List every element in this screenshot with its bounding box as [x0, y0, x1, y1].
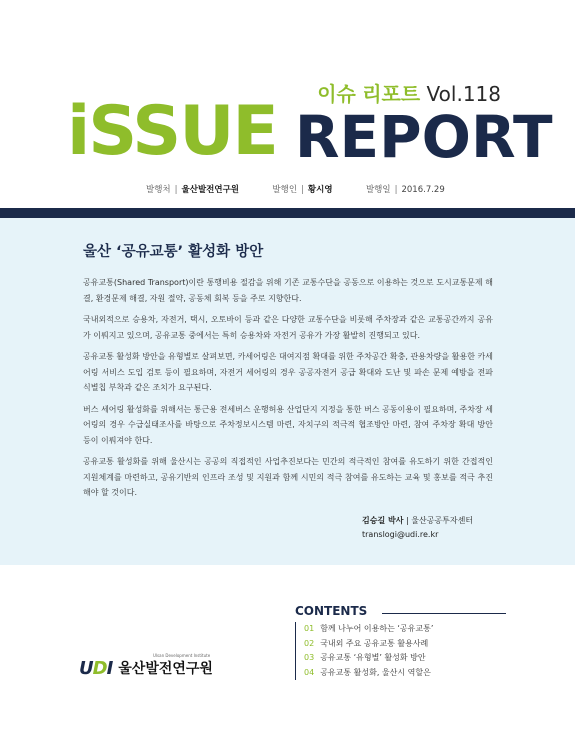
summary-paragraph: 국내외적으로 승용차, 자전거, 택시, 오토바이 등과 같은 다양한 교통수단을 비롯해 주차장과 같은 교통공간까지 공유가 이뤄지고 있으며, 공유교통 중에서는 특히 승용차와 자전거 공유가 가장 활발히 진행되고 있다. [83, 315, 493, 340]
author-email[interactable]: translogi@udi.re.kr [362, 530, 439, 539]
series-volume: Vol.118 [426, 82, 501, 106]
contents-list [295, 622, 505, 680]
institute-name-en: Ulsan Development Institute [153, 653, 211, 658]
udi-logo-icon: UDI [79, 658, 113, 679]
header-divider-bar [0, 208, 575, 218]
summary-body [83, 275, 493, 507]
contents-box [295, 604, 505, 680]
issuer-value: 황시영 [307, 185, 333, 195]
summary-paragraph: 공유교통 활성화를 위해 울산시는 공공의 직접적인 사업추진보다는 민간의 적극적인 참여를 유도하기 위한 간접적인 지원체계를 마련하고, 공유기반의 인프라 조성 및 지원과 함께 시민의 적극 참여를 유도하는 교육 및 홍보를 적극 추진해야 할 것이다. [83, 457, 493, 497]
issuer-label: 발행인 [272, 185, 298, 195]
contents-item: 02 국내외 주요 공유교통 활용사례 [304, 638, 429, 648]
publisher-value: 울산발전연구원 [181, 185, 239, 195]
masthead-report: REPORT [294, 103, 553, 171]
publication-info: 발행처 | 울산발전연구원 발행인 | 황시영 발행일 | 2016.7.29 [146, 185, 445, 195]
contents-item: 01 함께 나누어 이용하는 ‘공유교통’ [304, 624, 434, 633]
summary-paragraph: 공유교통 활성화 방안을 유형별로 살펴보면, 카세어링은 대여지점 확대를 위한 주차공간 확충, 관용차량을 활용한 카세어링 서비스 도입 검토 등이 필요하며, 자전거 세어링의 경우 공공자전거 공급 확대와 도난 및 파손 문제 예방을 전파 식별칩 부착과 같은 조치가 요구된다. [83, 352, 493, 392]
summary-paragraph: 공유교통(Shared Transport)이란 통행비용 절감을 위해 기존 교통수단을 공동으로 이용하는 것으로 도시교통문제 해결, 환경문제 해결, 자원 절약, 공동체 회복 등을 주로 지향한다. [83, 278, 493, 303]
author-separator: | [405, 516, 409, 525]
series-kr: 이슈 [317, 82, 356, 106]
contents-rule [382, 613, 506, 614]
summary-paragraph: 버스 세어링 활성화를 위해서는 통근용 전세버스 운행허용 산업단지 지정을 통한 버스 공동이용이 필요하며, 주차장 세어링의 경우 수급실태조사를 바탕으로 주차정보시스템 마련, 자치구의 적극적 협조방안 마련, 참여 주차장 확대 방안 등이 이뤄져야 한다. [83, 404, 493, 445]
date-value: 2016.7.29 [401, 185, 445, 195]
institute-name: 울산발전연구원 [118, 660, 213, 677]
contents-item: 04 공유교통 활성화, 울산시 역할은 [304, 667, 431, 677]
summary-title: 울산 ‘공유교통’ 활성화 방안 [83, 244, 264, 260]
contents-heading: CONTENTS [295, 604, 368, 618]
contents-item: 03 공유교통 ‘유형별’ 활성화 방안 [304, 653, 426, 662]
institute-logo [79, 653, 213, 679]
author-block [362, 514, 473, 542]
masthead-issue: iSSUE [67, 92, 277, 171]
date-label: 발행일 [365, 185, 391, 195]
series-report-kr: 리포트 [362, 82, 421, 106]
summary-panel [0, 218, 575, 565]
author-name: 김승길 박사 [362, 516, 404, 525]
author-org: 울산공공투자센터 [411, 516, 474, 525]
publisher-label: 발행처 [146, 185, 171, 195]
